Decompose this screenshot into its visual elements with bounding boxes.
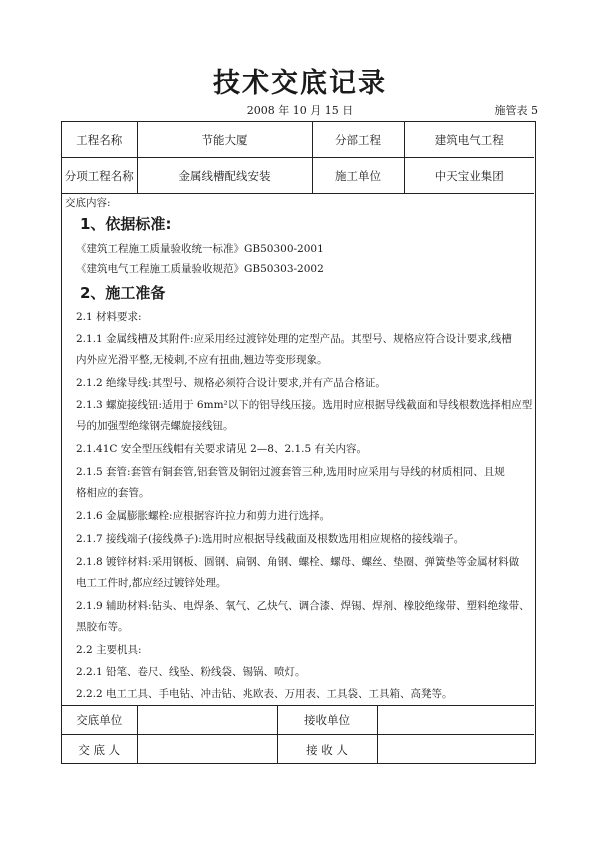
receiving-unit-value — [377, 706, 534, 735]
subproject-name-value: 金属线槽配线安装 — [137, 158, 312, 194]
project-name-label: 工程名称 — [62, 122, 137, 158]
division-label: 分部工程 — [312, 122, 404, 158]
content-line: 2.1.5 套管:套管有铜套管,铝套管及铜铝过渡套管三种,选用时应采用与导线的材质相同、且规 — [76, 466, 505, 478]
content-line: 2.2.2 电工工具、手电钻、冲击钻、兆欧表、万用表、工具袋、工具箱、高凳等。 — [76, 688, 453, 700]
contractor-value: 中天宝业集团 — [404, 158, 534, 194]
content-line: 2.1 材料要求: — [76, 311, 142, 323]
briefer-value — [137, 735, 277, 765]
project-name-value: 节能大厦 — [137, 122, 312, 158]
section-2-title: 2、施工准备 — [80, 284, 166, 302]
content-line: 2.1.3 螺旋接线钮:适用于 6mm²以下的铝导线压接。选用时应根据导线截面和导线根数选择相应型 — [76, 399, 533, 411]
content-line: 2.1.2 绝缘导线:其型号、规格必须符合设计要求,并有产品合格证。 — [76, 377, 386, 389]
content-line: 2.1.6 金属膨胀螺栓:应根据容许拉力和剪力进行选择。 — [76, 510, 331, 522]
content-line: 2.1.9 辅助材料:钻头、电焊条、氧气、乙炔气、调合漆、焊锡、焊剂、橡胶绝缘带、塑料绝缘带、 — [76, 600, 530, 612]
header-row-subproject — [62, 158, 534, 194]
receiver-label: 接 收 人 — [277, 735, 377, 765]
content-line: 内外应光滑平整,无棱刺,不应有扭曲,翘边等变形现象。 — [76, 354, 328, 366]
content-line: 2.1.1 金属线槽及其附件:应采用经过渡锌处理的定型产品。其型号、规格应符合设计要求,线槽 — [76, 333, 512, 345]
content-line: 格相应的套管。 — [76, 487, 150, 499]
content-line: 2.1.8 镀锌材料:采用钢板、圆钢、扁钢、角钢、螺栓、螺母、螺丝、垫圈、弹簧垫等金属材料做 — [76, 556, 520, 568]
subproject-name-label: 分项工程名称 — [62, 158, 137, 194]
briefing-content — [62, 193, 534, 706]
document-date: 2008 年 10 月 15 日 — [246, 104, 354, 117]
receiver-value — [377, 735, 534, 765]
briefing-unit-value — [137, 706, 277, 735]
division-value: 建筑电气工程 — [404, 122, 534, 158]
content-line: 2.1.41C 安全型压线帽有关要求请见 2—8、2.1.5 有关内容。 — [76, 443, 368, 455]
reference-standard-1: 《建筑工程施工质量验收统一标准》GB50300-2001 — [76, 243, 324, 255]
form-code: 施管表 5 — [494, 104, 538, 117]
briefer-label: 交 底 人 — [62, 735, 137, 765]
signature-row-person — [62, 735, 534, 765]
header-table — [62, 122, 534, 194]
content-line: 电工工件时,都应经过镀锌处理。 — [76, 577, 227, 589]
receiving-unit-label: 接收单位 — [277, 706, 377, 735]
reference-standard-2: 《建筑电气工程施工质量验收规范》GB50303-2002 — [76, 263, 324, 275]
content-line: 2.2.1 铅笔、卷尺、线坠、粉线袋、锡锅、喷灯。 — [76, 666, 306, 678]
signature-row-unit — [62, 706, 534, 735]
content-line: 号的加强型绝缘钢壳螺旋接线钮。 — [76, 420, 234, 432]
content-line: 黑胶布等。 — [76, 621, 129, 633]
contractor-label: 施工单位 — [312, 158, 404, 194]
content-intro: 交底内容: — [65, 197, 111, 209]
content-line: 2.2 主要机具: — [76, 644, 142, 656]
briefing-unit-label: 交底单位 — [62, 706, 137, 735]
signature-table — [62, 705, 534, 764]
header-row-project — [62, 122, 534, 158]
section-1-title: 1、依据标准: — [80, 215, 172, 233]
record-form — [61, 121, 536, 764]
content-line: 2.1.7 接线端子(接线鼻子):选用时应根据导线截面及根数选用相应规格的接线端子。 — [76, 533, 465, 545]
document-title: 技术交底记录 — [213, 68, 387, 99]
